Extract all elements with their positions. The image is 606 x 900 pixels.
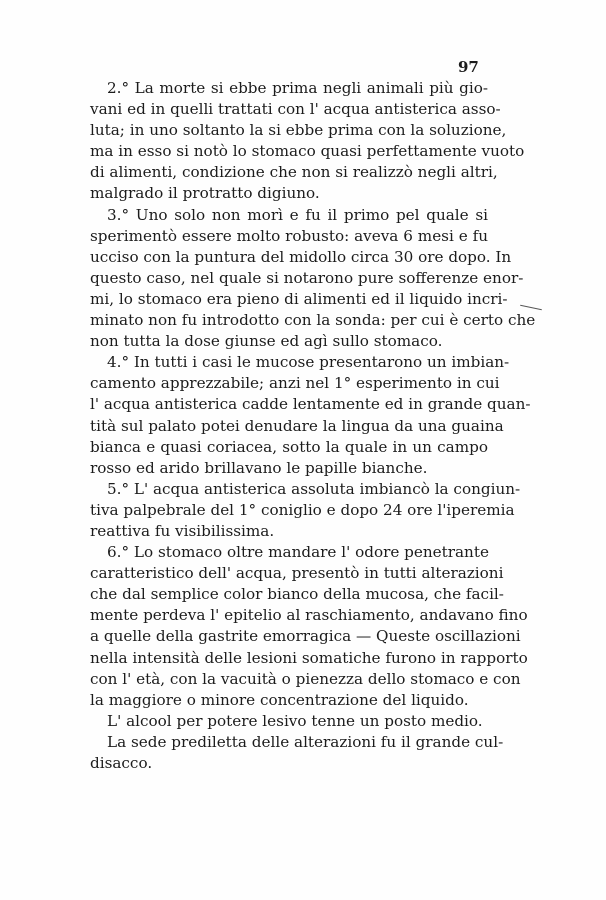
text-line: nella intensità delle lesioni somatiche furono in rapporto (90, 648, 528, 667)
text-line: 3.° Uno solo non morì e fu il primo pel quale si (107, 205, 488, 224)
text-line: 4.° In tutti i casi le mucose presentarono un imbian- (107, 353, 510, 372)
text-line: l' acqua antisterica cadde lentamente ed in grande quan- (90, 395, 531, 414)
text-line: camento apprezzabile; anzi nel 1° esperimento in cui (90, 374, 500, 393)
text-line: 5.° L' acqua antisterica assoluta imbiancò la congiun- (107, 479, 521, 498)
text-line: 6.° Lo stomaco oltre mandare l' odore penetrante (107, 543, 489, 562)
text-line: vani ed in quelli trattati con l' acqua antisterica asso- (90, 100, 501, 119)
text-line: bianca e quasi coriacea, sotto la quale in un campo (90, 437, 488, 456)
text-line: ma in esso si notò lo stomaco quasi perfettamente vuoto (90, 142, 525, 161)
paragraph-3 (90, 205, 536, 353)
text-line: la maggiore o minore concentrazione del liquido. (90, 690, 469, 709)
text-line: La sede prediletta delle alterazioni fu il grande cul- (107, 732, 504, 751)
text-line: L' alcool per potere lesivo tenne un posto medio. (107, 711, 483, 730)
text-line: reattiva fu visibilissima. (90, 521, 275, 540)
page-number: 97 (458, 58, 479, 76)
text-line: sperimentò essere molto robusto: aveva 6 mesi e fu (90, 226, 488, 245)
body-text (90, 78, 536, 774)
paragraph-sede (90, 732, 504, 774)
text-line: mi, lo stomaco era pieno di alimenti ed il liquido incri- (90, 289, 508, 308)
text-line: con l' età, con la vacuità o pienezza dello stomaco e con (90, 669, 521, 688)
text-line: questo caso, nel quale si notarono pure sofferenze enor- (90, 268, 524, 287)
paragraph-4 (90, 352, 531, 479)
text-line: di alimenti, condizione che non si realizzò negli altri, (90, 163, 498, 182)
text-line: disacco. (90, 754, 153, 772)
text-line: rosso ed arido brillavano le papille bianche. (90, 458, 428, 477)
paragraph-2 (90, 78, 525, 205)
text-line: luta; in uno soltanto la si ebbe prima con la soluzione, (90, 121, 507, 140)
paragraph-6 (90, 542, 528, 711)
text-line: che dal semplice color bianco della mucosa, che facil- (90, 585, 504, 604)
text-line: tiva palpebrale del 1° coniglio e dopo 24 ore l'iperemia (90, 500, 515, 519)
margin-pencil-mark (520, 305, 542, 311)
text-line: 2.° La morte si ebbe prima negli animali più gio- (107, 79, 488, 97)
text-line: tità sul palato potei denudare la lingua da una guaina (90, 416, 504, 435)
paragraph-5 (90, 479, 521, 542)
text-line: ucciso con la puntura del midollo circa 30 ore dopo. In (90, 247, 512, 266)
text-line: a quelle della gastrite emorragica — Queste oscillazioni (90, 627, 521, 646)
paragraph-alcool (90, 711, 488, 732)
text-line: mente perdeva l' epitelio al raschiamento, andavano fino (90, 606, 528, 625)
text-line: malgrado il protratto digiuno. (90, 184, 320, 203)
text-line: minato non fu introdotto con la sonda: per cui è certo che (90, 311, 536, 330)
text-line: non tutta la dose giunse ed agì sullo stomaco. (90, 332, 443, 351)
text-line: caratteristico dell' acqua, presentò in tutti alterazioni (90, 564, 504, 583)
